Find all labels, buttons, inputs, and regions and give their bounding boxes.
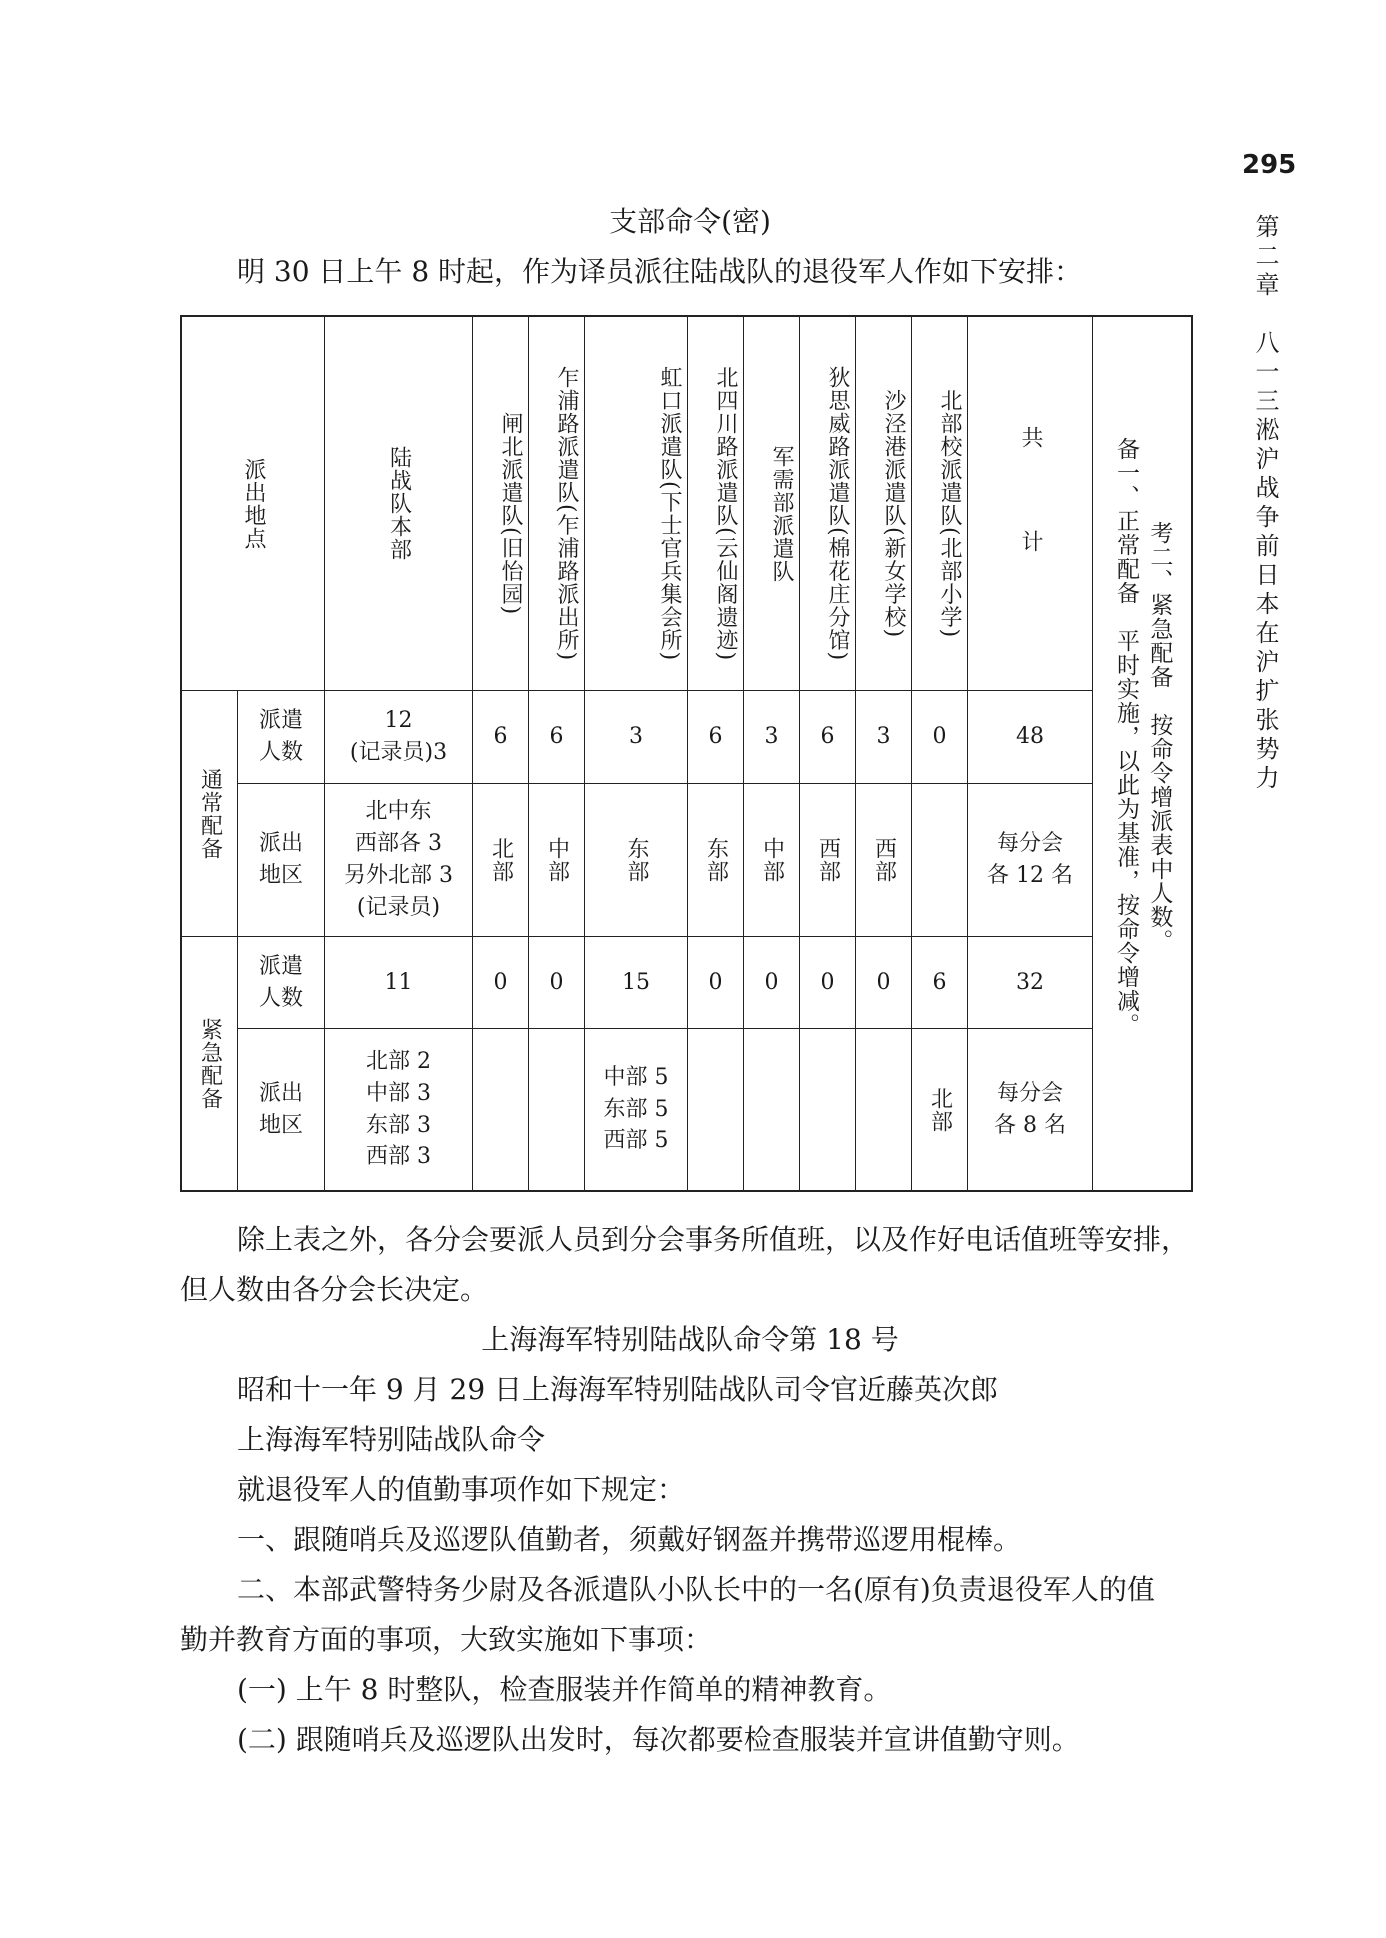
group-label: 紧急配备 (182, 937, 238, 1190)
body-line: (一) 上午 8 时整队，检查服装并作简单的精神教育。 (237, 1673, 892, 1706)
remark-line: 备一、正常配备 平时实施，以此为基准，按命令增减。 (1113, 437, 1139, 1037)
table-cell: 3 (744, 691, 800, 784)
intro-paragraph: 明 30 日上午 8 时起，作为译员派往陆战队的退役军人作如下安排： (237, 255, 1083, 288)
table-cell-total: 每分会 各 8 名 (968, 1029, 1093, 1190)
row-label: 派遣 人数 (238, 937, 325, 1029)
group-label: 通常配备 (182, 691, 238, 937)
column-header: 北部校派遣队(北部小学) (912, 317, 968, 691)
table-cell: 东部 (585, 784, 688, 937)
body-line: (二) 跟随哨兵及巡逻队出发时，每次都要检查服装并宣讲值勤守则。 (237, 1723, 1080, 1756)
row-label: 派遣 人数 (238, 691, 325, 784)
column-header: 虹口派遣队(下士官兵集会所) (585, 317, 688, 691)
table-cell: 11 (325, 937, 473, 1029)
table-cell-total: 每分会 各 12 名 (968, 784, 1093, 937)
table-cell: 6 (912, 937, 968, 1029)
table-cell: 0 (856, 937, 912, 1029)
body-line: 就退役军人的值勤事项作如下规定： (237, 1473, 686, 1506)
running-header: 第二章 八一三淞沪战争前日本在沪扩张势力 (1251, 214, 1279, 794)
table-cell: 中部 (744, 784, 800, 937)
table-cell: 0 (473, 937, 529, 1029)
order-title: 上海海军特别陆战队命令第 18 号 (481, 1323, 899, 1356)
table-cell-total: 48 (968, 691, 1093, 784)
column-header: 军需部派遣队 (744, 317, 800, 691)
table-cell (912, 784, 968, 937)
table-cell: 西部 (856, 784, 912, 937)
table-cell (744, 1029, 800, 1190)
table-cell: 北部 (912, 1029, 968, 1190)
table-cell: 12 (记录员)3 (325, 691, 473, 784)
table-cell: 3 (856, 691, 912, 784)
paragraph-line: 但人数由各分会长决定。 (180, 1273, 489, 1306)
table-cell (473, 1029, 529, 1190)
table-cell: 北部 2 中部 3 东部 3 西部 3 (325, 1029, 473, 1190)
body-line: 勤并教育方面的事项，大致实施如下事项： (180, 1623, 713, 1656)
table-cell: 东部 (688, 784, 744, 937)
table-cell: 0 (800, 937, 856, 1029)
table-cell: 6 (688, 691, 744, 784)
table-cell: 0 (688, 937, 744, 1029)
table-cell: 6 (800, 691, 856, 784)
table-cell: 6 (473, 691, 529, 784)
table-cell: 0 (529, 937, 585, 1029)
body-line: 昭和十一年 9 月 29 日上海海军特别陆战队司令官近藤英次郎 (237, 1373, 999, 1406)
body-line: 上海海军特别陆战队命令 (237, 1423, 546, 1456)
section-title: 支部命令(密) (609, 205, 771, 238)
table-cell: 北中东 西部各 3 另外北部 3 (记录员) (325, 784, 473, 937)
column-header: 陆战队本部 (325, 317, 473, 691)
header-location: 派出地点 (182, 317, 325, 691)
dispatch-table (180, 315, 1193, 1192)
table-cell: 0 (912, 691, 968, 784)
column-header: 狄思威路派遣队(棉花庄分馆) (800, 317, 856, 691)
body-line: 一、跟随哨兵及巡逻队值勤者，须戴好钢盔并携带巡逻用棍棒。 (237, 1523, 1022, 1556)
table-cell: 中部 (529, 784, 585, 937)
table-cell: 6 (529, 691, 585, 784)
column-header: 闸北派遣队(旧怡园) (473, 317, 529, 691)
table-cell (529, 1029, 585, 1190)
column-header: 北四川路派遣队(云仙阁遗迹) (688, 317, 744, 691)
table-cell: 西部 (800, 784, 856, 937)
table-cell (688, 1029, 744, 1190)
page-number: 295 (1242, 150, 1297, 180)
table-cell: 中部 5 东部 5 西部 5 (585, 1029, 688, 1190)
remarks-column (1093, 317, 1191, 1190)
table-cell (800, 1029, 856, 1190)
table-cell (856, 1029, 912, 1190)
column-header: 沙泾港派遣队(新女学校) (856, 317, 912, 691)
row-label: 派出 地区 (238, 784, 325, 937)
table-cell: 0 (744, 937, 800, 1029)
table-cell: 北部 (473, 784, 529, 937)
total-header: 共 计 (968, 317, 1093, 691)
table-cell-total: 32 (968, 937, 1093, 1029)
row-label: 派出 地区 (238, 1029, 325, 1190)
paragraph-line: 除上表之外，各分会要派人员到分会事务所值班，以及作好电话值班等安排， (237, 1223, 1190, 1256)
remark-line: 考二、紧急配备 按命令增派表中人数。 (1146, 521, 1173, 953)
table-cell: 15 (585, 937, 688, 1029)
table-cell: 3 (585, 691, 688, 784)
column-header: 乍浦路派遣队(乍浦路派出所) (529, 317, 585, 691)
body-line: 二、本部武警特务少尉及各派遣队小队长中的一名(原有)负责退役军人的值 (237, 1573, 1155, 1606)
